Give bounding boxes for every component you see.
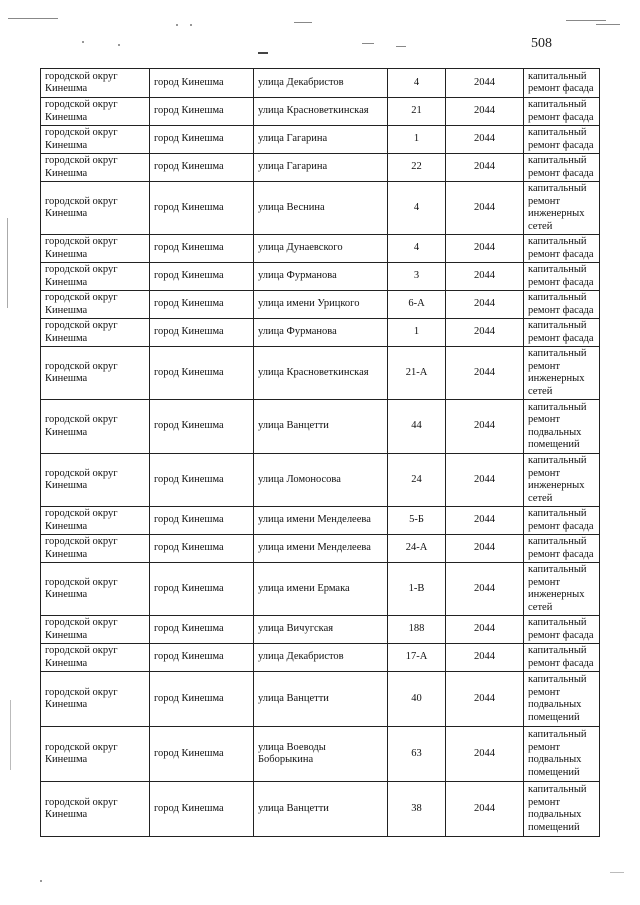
city-cell: город Кинешма	[150, 616, 254, 644]
work-cell: капитальный ремонт фасада	[524, 154, 600, 182]
table-row	[41, 182, 600, 235]
street-cell: улица Декабристов	[254, 69, 388, 98]
housing-repair-table	[40, 68, 600, 837]
city-cell: город Кинешма	[150, 400, 254, 454]
year-cell: 2044	[446, 535, 524, 563]
table-row	[41, 644, 600, 672]
work-cell: капитальный ремонт фасада	[524, 644, 600, 672]
house-cell: 188	[388, 616, 446, 644]
municipality-cell: городской округ Кинешма	[41, 69, 150, 98]
house-cell: 40	[388, 672, 446, 727]
street-cell: улица Декабристов	[254, 644, 388, 672]
work-cell: капитальный ремонт фасада	[524, 507, 600, 535]
page-number: 508	[531, 36, 552, 51]
table-row	[41, 400, 600, 454]
city-cell: город Кинешма	[150, 347, 254, 400]
city-cell: город Кинешма	[150, 782, 254, 837]
house-cell: 22	[388, 154, 446, 182]
year-cell: 2044	[446, 454, 524, 507]
municipality-cell: городской округ Кинешма	[41, 154, 150, 182]
street-cell: улица имени Менделеева	[254, 507, 388, 535]
city-cell: город Кинешма	[150, 126, 254, 154]
year-cell: 2044	[446, 154, 524, 182]
year-cell: 2044	[446, 263, 524, 291]
house-cell: 63	[388, 727, 446, 782]
municipality-cell: городской округ Кинешма	[41, 319, 150, 347]
work-cell: капитальный ремонт фасада	[524, 319, 600, 347]
city-cell: город Кинешма	[150, 319, 254, 347]
work-cell: капитальный ремонт фасада	[524, 69, 600, 98]
municipality-cell: городской округ Кинешма	[41, 126, 150, 154]
municipality-cell: городской округ Кинешма	[41, 616, 150, 644]
municipality-cell: городской округ Кинешма	[41, 347, 150, 400]
table-row	[41, 535, 600, 563]
table-row	[41, 672, 600, 727]
street-cell: улица Фурманова	[254, 319, 388, 347]
city-cell: город Кинешма	[150, 263, 254, 291]
municipality-cell: городской округ Кинешма	[41, 535, 150, 563]
scan-artifact	[118, 44, 120, 46]
street-cell: улица Вичугская	[254, 616, 388, 644]
scan-artifact	[566, 20, 606, 21]
work-cell: капитальный ремонт фасада	[524, 98, 600, 126]
city-cell: город Кинешма	[150, 154, 254, 182]
city-cell: город Кинешма	[150, 235, 254, 263]
work-cell: капитальный ремонт фасада	[524, 535, 600, 563]
work-cell: капитальный ремонт подвальных помещений	[524, 400, 600, 454]
city-cell: город Кинешма	[150, 69, 254, 98]
street-cell: улица Ломоносова	[254, 454, 388, 507]
year-cell: 2044	[446, 347, 524, 400]
scan-artifact	[396, 46, 406, 47]
house-cell: 1-В	[388, 563, 446, 616]
year-cell: 2044	[446, 319, 524, 347]
scan-artifact	[258, 52, 268, 54]
municipality-cell: городской округ Кинешма	[41, 291, 150, 319]
street-cell: улица Дунаевского	[254, 235, 388, 263]
table-row	[41, 154, 600, 182]
work-cell: капитальный ремонт фасада	[524, 263, 600, 291]
work-cell: капитальный ремонт подвальных помещений	[524, 782, 600, 837]
work-cell: капитальный ремонт подвальных помещений	[524, 672, 600, 727]
city-cell: город Кинешма	[150, 672, 254, 727]
municipality-cell: городской округ Кинешма	[41, 400, 150, 454]
city-cell: город Кинешма	[150, 507, 254, 535]
street-cell: улица Веснина	[254, 182, 388, 235]
year-cell: 2044	[446, 400, 524, 454]
city-cell: город Кинешма	[150, 291, 254, 319]
house-cell: 21-А	[388, 347, 446, 400]
table-row	[41, 347, 600, 400]
house-cell: 6-А	[388, 291, 446, 319]
year-cell: 2044	[446, 672, 524, 727]
municipality-cell: городской округ Кинешма	[41, 507, 150, 535]
table-row	[41, 98, 600, 126]
work-cell: капитальный ремонт подвальных помещений	[524, 727, 600, 782]
table-row	[41, 454, 600, 507]
city-cell: город Кинешма	[150, 727, 254, 782]
year-cell: 2044	[446, 182, 524, 235]
city-cell: город Кинешма	[150, 98, 254, 126]
scan-artifact	[294, 22, 312, 23]
year-cell: 2044	[446, 644, 524, 672]
city-cell: город Кинешма	[150, 454, 254, 507]
house-cell: 5-Б	[388, 507, 446, 535]
table-row	[41, 69, 600, 98]
city-cell: город Кинешма	[150, 563, 254, 616]
work-cell: капитальный ремонт инженерных сетей	[524, 563, 600, 616]
municipality-cell: городской округ Кинешма	[41, 263, 150, 291]
table-row	[41, 563, 600, 616]
year-cell: 2044	[446, 291, 524, 319]
table-row	[41, 291, 600, 319]
street-cell: улица Ванцетти	[254, 400, 388, 454]
house-cell: 24	[388, 454, 446, 507]
table-row	[41, 263, 600, 291]
house-cell: 44	[388, 400, 446, 454]
table-row	[41, 507, 600, 535]
scan-artifact	[176, 24, 178, 26]
municipality-cell: городской округ Кинешма	[41, 672, 150, 727]
house-cell: 38	[388, 782, 446, 837]
scan-artifact	[8, 18, 58, 19]
work-cell: капитальный ремонт фасада	[524, 235, 600, 263]
scan-artifact	[362, 43, 374, 44]
table-row	[41, 782, 600, 837]
table-row	[41, 235, 600, 263]
scan-artifact	[7, 218, 8, 308]
city-cell: город Кинешма	[150, 535, 254, 563]
house-cell: 4	[388, 69, 446, 98]
year-cell: 2044	[446, 727, 524, 782]
scan-artifact	[82, 41, 84, 43]
street-cell: улица Гагарина	[254, 154, 388, 182]
work-cell: капитальный ремонт инженерных сетей	[524, 347, 600, 400]
scan-artifact	[190, 24, 192, 26]
municipality-cell: городской округ Кинешма	[41, 98, 150, 126]
street-cell: улица имени Ермака	[254, 563, 388, 616]
year-cell: 2044	[446, 126, 524, 154]
house-cell: 1	[388, 126, 446, 154]
street-cell: улица Ванцетти	[254, 782, 388, 837]
city-cell: город Кинешма	[150, 182, 254, 235]
municipality-cell: городской округ Кинешма	[41, 182, 150, 235]
work-cell: капитальный ремонт фасада	[524, 126, 600, 154]
municipality-cell: городской округ Кинешма	[41, 782, 150, 837]
municipality-cell: городской округ Кинешма	[41, 563, 150, 616]
year-cell: 2044	[446, 98, 524, 126]
year-cell: 2044	[446, 235, 524, 263]
street-cell: улица имени Менделеева	[254, 535, 388, 563]
year-cell: 2044	[446, 507, 524, 535]
municipality-cell: городской округ Кинешма	[41, 454, 150, 507]
table-row	[41, 616, 600, 644]
municipality-cell: городской округ Кинешма	[41, 235, 150, 263]
table-row	[41, 126, 600, 154]
municipality-cell: городской округ Кинешма	[41, 644, 150, 672]
house-cell: 4	[388, 182, 446, 235]
year-cell: 2044	[446, 69, 524, 98]
work-cell: капитальный ремонт фасада	[524, 291, 600, 319]
street-cell: улица Фурманова	[254, 263, 388, 291]
work-cell: капитальный ремонт фасада	[524, 616, 600, 644]
street-cell: улица Красноветкинская	[254, 98, 388, 126]
scan-artifact	[10, 700, 11, 770]
house-cell: 24-А	[388, 535, 446, 563]
scan-artifact	[610, 872, 624, 873]
street-cell: улица Воеводы Боборыкина	[254, 727, 388, 782]
municipality-cell: городской округ Кинешма	[41, 727, 150, 782]
house-cell: 21	[388, 98, 446, 126]
scan-artifact	[40, 880, 42, 882]
scan-artifact	[596, 24, 620, 25]
table-row	[41, 727, 600, 782]
year-cell: 2044	[446, 782, 524, 837]
street-cell: улица имени Урицкого	[254, 291, 388, 319]
house-cell: 4	[388, 235, 446, 263]
house-cell: 17-А	[388, 644, 446, 672]
house-cell: 3	[388, 263, 446, 291]
street-cell: улица Ванцетти	[254, 672, 388, 727]
street-cell: улица Красноветкинская	[254, 347, 388, 400]
work-cell: капитальный ремонт инженерных сетей	[524, 182, 600, 235]
table-row	[41, 319, 600, 347]
work-cell: капитальный ремонт инженерных сетей	[524, 454, 600, 507]
year-cell: 2044	[446, 616, 524, 644]
house-cell: 1	[388, 319, 446, 347]
city-cell: город Кинешма	[150, 644, 254, 672]
year-cell: 2044	[446, 563, 524, 616]
street-cell: улица Гагарина	[254, 126, 388, 154]
